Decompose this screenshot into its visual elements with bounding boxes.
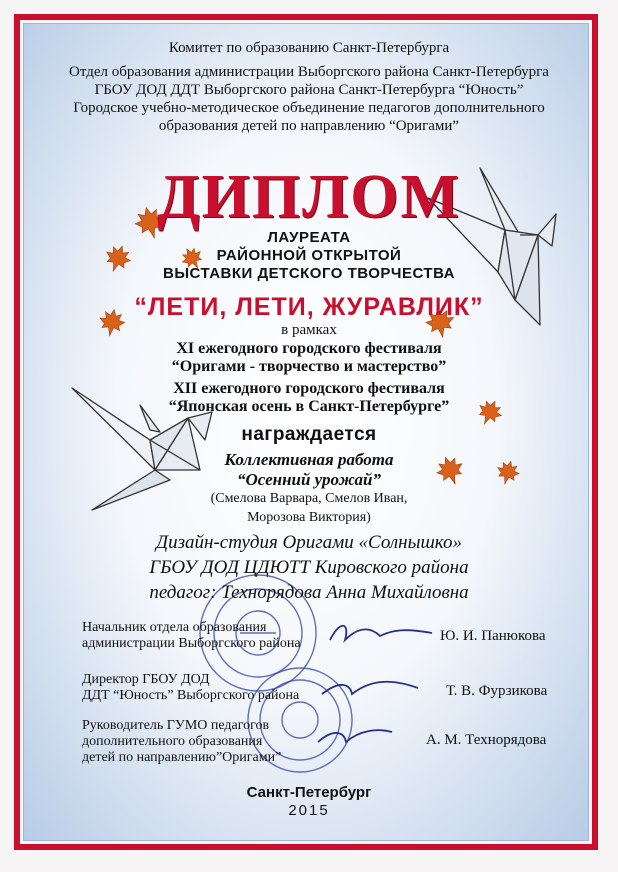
school-name: ГБОУ ДОД ЦДЮТТ Кировского района (149, 557, 469, 578)
signatory-1-title (82, 620, 301, 652)
exhibition-name: “ЛЕТИ, ЛЕТИ, ЖУРАВЛИК” (134, 293, 484, 321)
diploma-title: ДИПЛОМ (156, 163, 462, 231)
awarded-label: награждается (241, 424, 377, 445)
committee-line: Комитет по образованию Санкт-Петербурга (168, 40, 450, 56)
association-line-1: Городское учебно-методическое объединение педагогов дополнительного (73, 100, 545, 116)
laureate-line-2: РАЙОННОЙ ОТКРЫТОЙ (216, 247, 402, 264)
signatory-1-title-line-2: администрации Выборгского района (82, 636, 301, 651)
signatory-2-title (82, 672, 299, 704)
association-line-2: образования детей по направлению “Оригами” (158, 118, 460, 134)
work-type: Коллективная работа (224, 450, 394, 469)
signatory-3-title-line-3: детей по направлению”Оригами” (82, 750, 282, 765)
laureate-line-3: ВЫСТАВКИ ДЕТСКОГО ТВОРЧЕСТВА (163, 265, 455, 282)
signature-icon (318, 730, 392, 742)
laureate-line-1: ЛАУРЕАТА (267, 229, 351, 246)
festival-2-line-1: XII ежегодного городского фестиваля (173, 380, 445, 397)
authors-line-1: (Смелова Варвара, Смелов Иван, (210, 491, 408, 506)
festival-1-line-2: “Оригами - творчество и мастерство” (171, 358, 447, 375)
work-title: “Осенний урожай” (237, 470, 381, 489)
city: Санкт-Петербург (246, 784, 372, 801)
signatory-3-name: А. М. Технорядова (426, 732, 547, 748)
authors-line-2: Морозова Виктория) (247, 510, 371, 525)
signatory-2-title-line-2: ДДТ “Юность” Выборгского района (82, 688, 300, 703)
signatory-3-title (82, 718, 281, 766)
teacher-name: педагог: Технорядова Анна Михайловна (149, 582, 469, 603)
signatory-3-title-line-1: Руководитель ГУМО педагогов (82, 718, 270, 733)
signatory-2-name: Т. В. Фурзикова (446, 683, 548, 699)
within-label: в рамках (281, 322, 337, 338)
signatory-1-name: Ю. И. Панюкова (440, 628, 546, 644)
studio-name: Дизайн-студия Оригами «Солнышко» (156, 532, 462, 553)
signatory-3-title-line-2: дополнительного образования (82, 734, 263, 749)
festival-1-line-1: XI ежегодного городского фестиваля (176, 340, 442, 357)
institution-line: ГБОУ ДОД ДДТ Выборгского района Санкт-Петербурга “Юность” (94, 82, 524, 98)
year: 2015 (288, 802, 330, 819)
signatory-2-title-line-1: Директор ГБОУ ДОД (82, 672, 210, 687)
department-line: Отдел образования администрации Выборгского района Санкт-Петербурга (69, 64, 549, 80)
festival-2-line-2: “Японская осень в Санкт-Петербурге” (168, 398, 450, 415)
signature-icon (330, 626, 432, 640)
signatory-1-title-line-1: Начальник отдела образования (82, 620, 267, 635)
